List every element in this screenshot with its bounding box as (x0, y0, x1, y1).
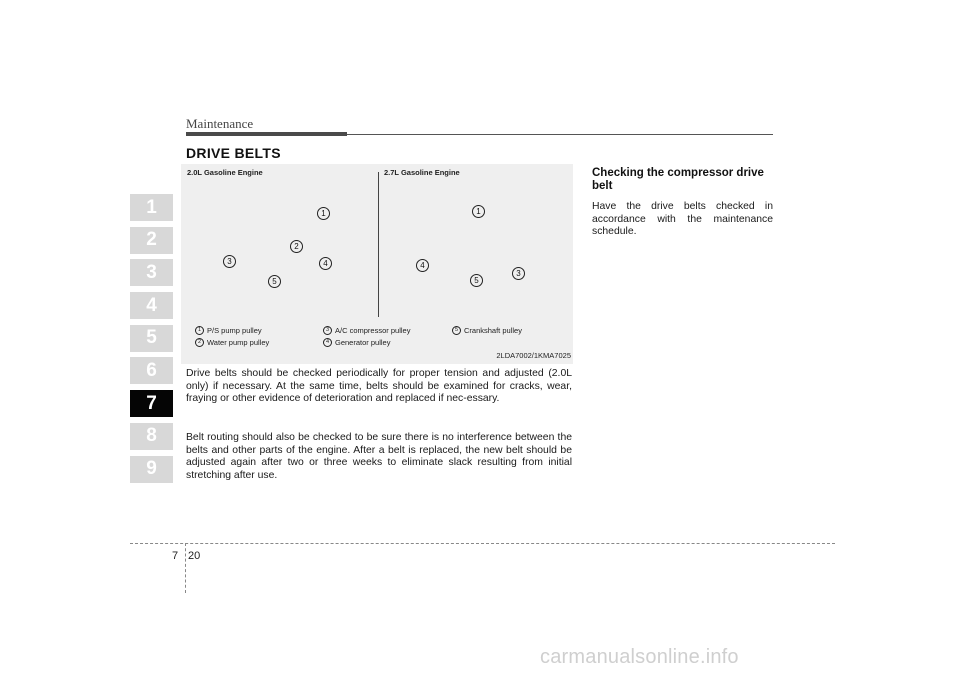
chapter-tab-9[interactable]: 9 (130, 456, 173, 483)
chapter-tab-6[interactable]: 6 (130, 357, 173, 384)
legend-num-3: 3 (323, 326, 332, 335)
marker-left-5: 5 (268, 275, 281, 288)
footer-divider (185, 543, 186, 593)
chapter-tab-2[interactable]: 2 (130, 227, 173, 254)
marker-left-3: 3 (223, 255, 236, 268)
chapter-tab-7[interactable]: 7 (130, 390, 173, 417)
legend-label-5: Crankshaft pulley (464, 326, 522, 335)
legend-item-3 (323, 326, 410, 335)
legend-item-2 (195, 338, 269, 347)
marker-right-1: 1 (472, 205, 485, 218)
chapter-tab-8[interactable]: 8 (130, 423, 173, 450)
marker-right-4: 4 (416, 259, 429, 272)
legend-num-2: 2 (195, 338, 204, 347)
legend-item-1 (195, 326, 262, 335)
marker-left-4: 4 (319, 257, 332, 270)
header-rule-thick (186, 132, 347, 136)
figure-divider (378, 172, 379, 317)
footer-chapter-number: 7 (172, 550, 179, 562)
chapter-tab-1[interactable]: 1 (130, 194, 173, 221)
legend-num-1: 1 (195, 326, 204, 335)
watermark: carmanualsonline.info (540, 646, 739, 668)
drive-belt-figure (181, 164, 573, 364)
legend-num-4: 4 (323, 338, 332, 347)
legend-label-2: Water pump pulley (207, 338, 270, 347)
legend-label-1: P/S pump pulley (207, 326, 262, 335)
chapter-tab-4[interactable]: 4 (130, 292, 173, 319)
marker-right-5: 5 (470, 274, 483, 287)
footer-rule (130, 543, 835, 544)
footer-page-number: 20 (188, 550, 201, 562)
legend-num-5: 5 (452, 326, 461, 335)
legend-label-4: Generator pulley (335, 338, 391, 347)
legend-label-3: A/C compressor pulley (335, 326, 411, 335)
chapter-tab-5[interactable]: 5 (130, 325, 173, 352)
legend-item-5 (452, 326, 522, 335)
marker-left-2: 2 (290, 240, 303, 253)
subsection-text: Have the drive belts checked in accordance with the maintenance schedule. (592, 201, 773, 238)
header-rule-thin (347, 134, 773, 135)
figure-label-left: 2.0L Gasoline Engine (187, 168, 263, 177)
figure-label-right: 2.7L Gasoline Engine (384, 168, 460, 177)
section-title: DRIVE BELTS (186, 145, 281, 161)
figure-code: 2LDA7002/1KMA7025 (496, 351, 571, 360)
subsection-heading: Checking the compressor drive belt (592, 167, 764, 192)
marker-right-3: 3 (512, 267, 525, 280)
chapter-tab-3[interactable]: 3 (130, 259, 173, 286)
header-title: Maintenance (186, 116, 254, 131)
marker-left-1: 1 (317, 207, 330, 220)
legend-item-4 (323, 338, 390, 347)
chapter-tabs (130, 194, 173, 488)
paragraph-1: Drive belts should be checked periodically for proper tension and adjusted (2.0L only) if necessary. At the same time, belts should be examined for cracks, wear, fraying or other evidence of deterioration and replaced if nec-essary. (186, 368, 572, 405)
paragraph-2: Belt routing should also be checked to be sure there is no interference between the belts and other parts of the engine. After a belt is replaced, the new belt should be adjusted again after two or three weeks to eliminate slack resulting from initial stretching after use. (186, 432, 572, 481)
